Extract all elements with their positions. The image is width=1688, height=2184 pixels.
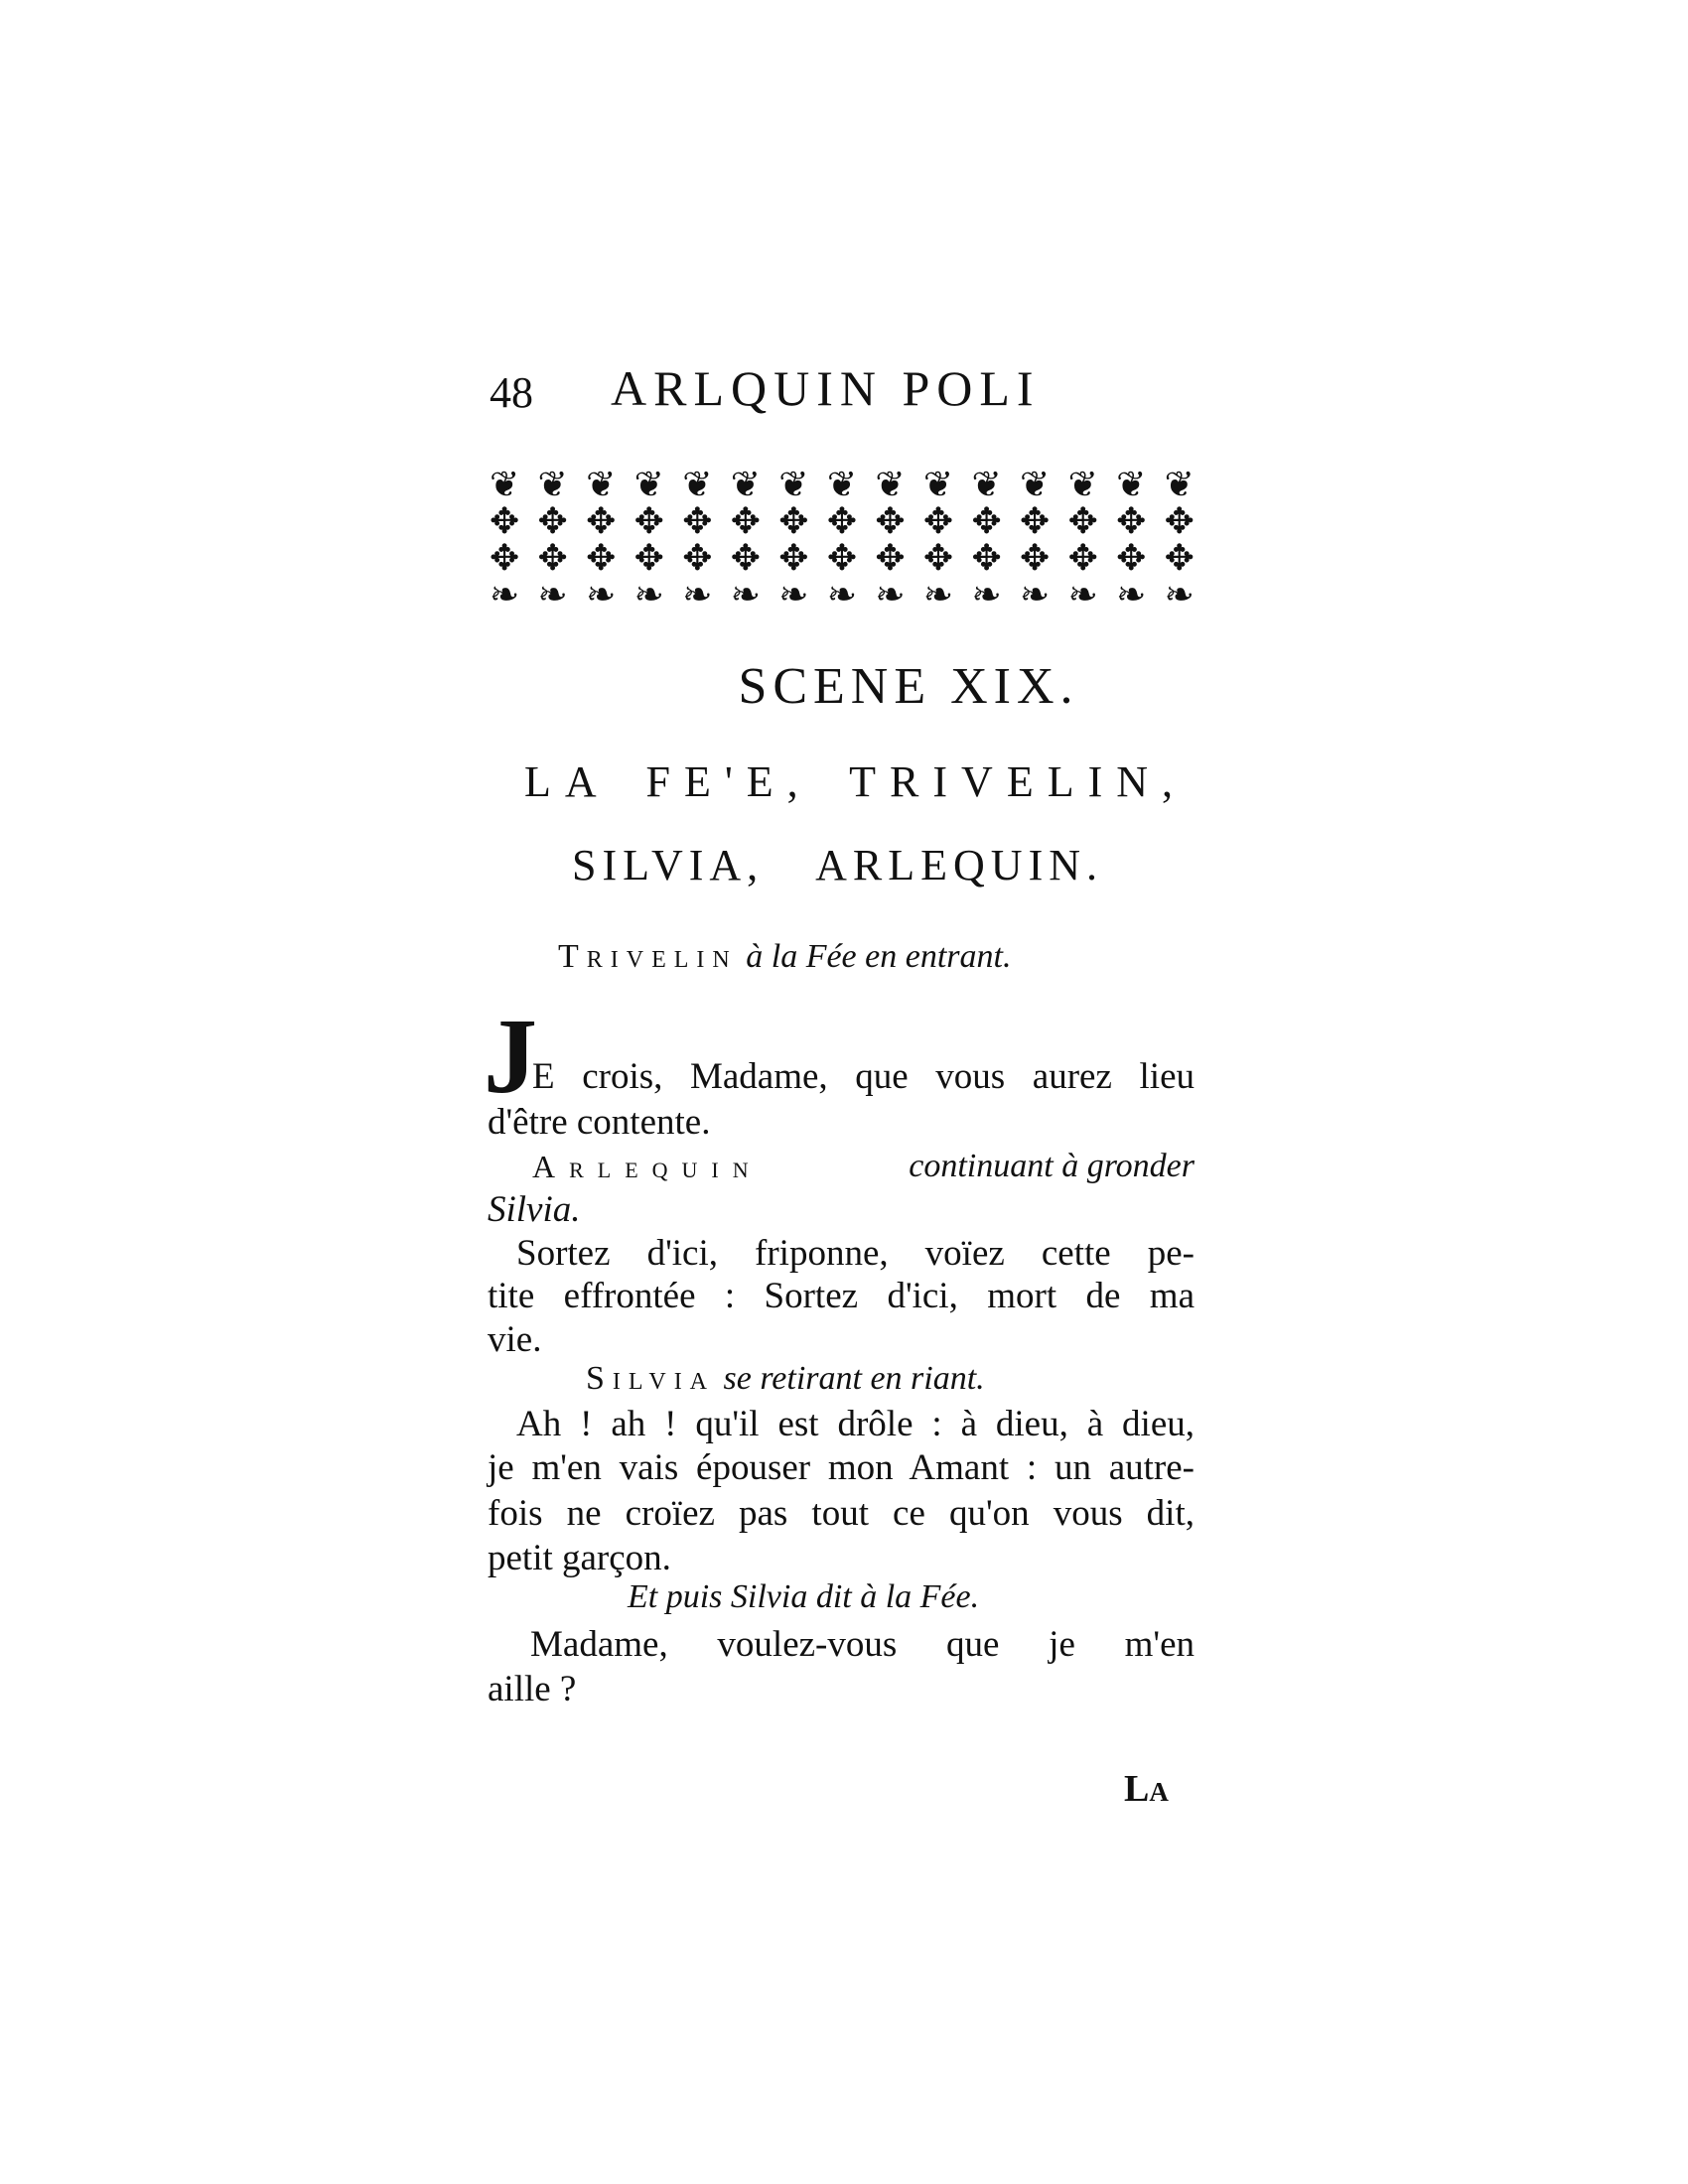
fleuron-icon: ✥: [537, 538, 568, 578]
speech-line: fois ne croïez pas tout ce qu'on vous dit,: [488, 1493, 1195, 1534]
fleuron-icon: ❧: [682, 575, 713, 614]
fleuron-icon: ✥: [586, 538, 617, 578]
fleuron-icon: ❦: [537, 465, 568, 504]
fleuron-icon: ✥: [922, 538, 954, 578]
fleuron-icon: ❧: [778, 575, 809, 614]
fleuron-icon: ✥: [1116, 501, 1147, 541]
running-title: ARLQUIN POLI: [611, 360, 1041, 416]
fleuron-icon: ✥: [826, 501, 857, 541]
speaker-name: Silvia: [586, 1360, 716, 1397]
fleuron-icon: ❦: [778, 465, 809, 504]
fleuron-icon: ✥: [682, 501, 713, 541]
fleuron-icon: ❧: [1164, 575, 1195, 614]
direction-text: continuant à gronder: [909, 1148, 1195, 1184]
fleuron-icon: ✥: [490, 501, 520, 541]
speech-line: aille ?: [488, 1669, 577, 1709]
fleuron-icon: ✥: [922, 501, 954, 541]
character-list-line-1: LA FE'E, TRIVELIN,: [524, 757, 1187, 806]
fleuron-icon: ❧: [875, 575, 906, 614]
fleuron-icon: ❧: [730, 575, 761, 614]
speech-line: E crois, Madame, que vous aurez lieu: [532, 1056, 1195, 1097]
fleuron-icon: ✥: [1067, 538, 1098, 578]
stage-direction-trivelin: [558, 938, 1011, 976]
fleuron-icon: ✥: [633, 501, 664, 541]
fleuron-icon: ✥: [586, 501, 617, 541]
fleuron-icon: ❦: [490, 465, 520, 504]
fleuron-icon: ❧: [971, 575, 1002, 614]
fleuron-icon: ❦: [586, 465, 617, 504]
fleuron-icon: ❦: [682, 465, 713, 504]
fleuron-icon: ❧: [1020, 575, 1051, 614]
fleuron-icon: ❦: [1164, 465, 1195, 504]
fleuron-icon: ✥: [778, 501, 809, 541]
stage-direction-silvia-to-fee: Et puis Silvia dit à la Fée.: [628, 1578, 980, 1615]
direction-text: se retirant en riant.: [723, 1360, 985, 1397]
speech-line: d'être contente.: [488, 1102, 711, 1143]
fleuron-icon: ❦: [922, 465, 954, 504]
fleuron-icon: ✥: [875, 501, 906, 541]
ornament-row-bottom: [490, 577, 1195, 614]
fleuron-icon: ✥: [730, 501, 761, 541]
ornament-row-top: [490, 467, 1195, 503]
scene-title: SCENE XIX.: [738, 658, 1079, 715]
fleuron-icon: ❦: [730, 465, 761, 504]
speech-line: vie.: [488, 1319, 542, 1360]
fleuron-icon: ❦: [875, 465, 906, 504]
fleuron-icon: ✥: [1164, 538, 1195, 578]
fleuron-icon: ❧: [1067, 575, 1098, 614]
fleuron-icon: ✥: [826, 538, 857, 578]
page-number: 48: [490, 368, 533, 417]
speech-line: tite effrontée : Sortez d'ici, mort de ma: [488, 1276, 1195, 1316]
speaker-name: Trivelin: [558, 938, 738, 975]
fleuron-icon: ✥: [537, 501, 568, 541]
fleuron-icon: ✥: [490, 538, 520, 578]
drop-cap: J: [484, 998, 537, 1116]
fleuron-icon: ❦: [1020, 465, 1051, 504]
fleuron-icon: ❧: [826, 575, 857, 614]
speech-line: Ah ! ah ! qu'il est drôle : à dieu, à dieu,: [516, 1404, 1195, 1444]
fleuron-icon: ❧: [633, 575, 664, 614]
fleuron-icon: ✥: [875, 538, 906, 578]
fleuron-icon: ❧: [490, 575, 520, 614]
fleuron-icon: ✥: [682, 538, 713, 578]
speaker-name: Arlequin: [532, 1149, 763, 1184]
fleuron-icon: ❦: [633, 465, 664, 504]
speech-line: je m'en vais épouser mon Amant : un autre-: [488, 1447, 1195, 1488]
ornament-row-mid2: [490, 540, 1195, 577]
fleuron-icon: ❧: [922, 575, 954, 614]
speech-line: Sortez d'ici, friponne, voïez cette pe-: [516, 1233, 1195, 1274]
fleuron-icon: ❦: [826, 465, 857, 504]
fleuron-icon: ✥: [1020, 538, 1051, 578]
stage-direction-arlequin: [532, 1145, 1195, 1188]
decorative-ornament-band: [490, 467, 1195, 615]
fleuron-icon: ❧: [1116, 575, 1147, 614]
fleuron-icon: ❧: [586, 575, 617, 614]
stage-direction-silvia: [586, 1360, 985, 1398]
speech-line: petit garçon.: [488, 1538, 671, 1578]
fleuron-icon: ✥: [971, 538, 1002, 578]
ornament-row-mid1: [490, 503, 1195, 540]
fleuron-icon: ❧: [537, 575, 568, 614]
fleuron-icon: ✥: [778, 538, 809, 578]
direction-text: à la Fée en entrant.: [746, 938, 1012, 975]
fleuron-icon: ❦: [1067, 465, 1098, 504]
fleuron-icon: ❦: [1116, 465, 1147, 504]
fleuron-icon: ❦: [971, 465, 1002, 504]
fleuron-icon: ✥: [1164, 501, 1195, 541]
fleuron-icon: ✥: [1116, 538, 1147, 578]
fleuron-icon: ✥: [971, 501, 1002, 541]
fleuron-icon: ✥: [1067, 501, 1098, 541]
character-list-line-2: SILVIA, ARLEQUIN.: [572, 841, 1103, 889]
direction-text-continued: Silvia.: [488, 1189, 581, 1230]
fleuron-icon: ✥: [1020, 501, 1051, 541]
speech-line: Madame, voulez-vous que je m'en: [530, 1624, 1195, 1665]
catchword: La: [1124, 1768, 1169, 1810]
fleuron-icon: ✥: [633, 538, 664, 578]
fleuron-icon: ✥: [730, 538, 761, 578]
